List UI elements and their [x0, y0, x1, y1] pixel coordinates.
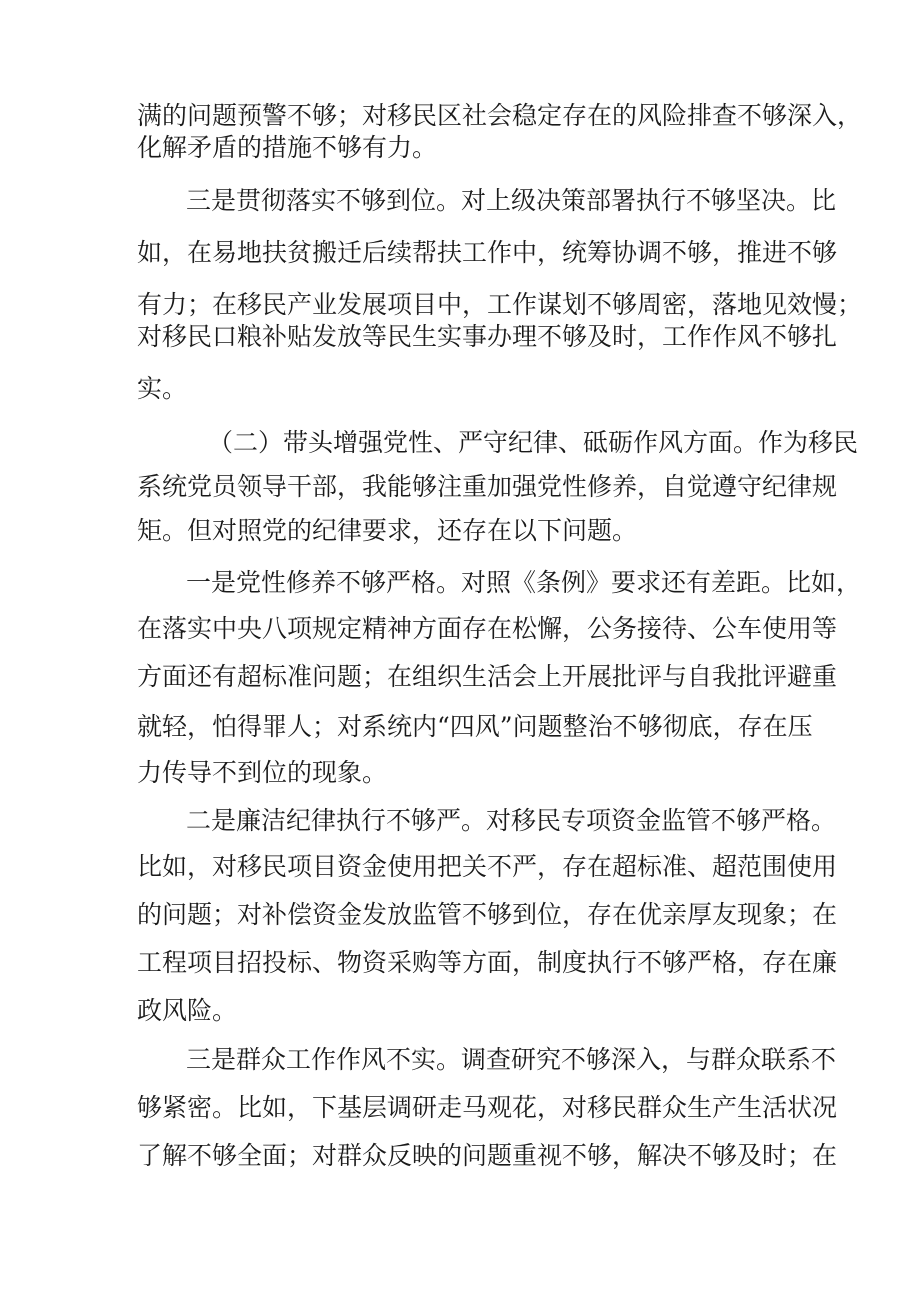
text-line: 有力；在移民产业发展项目中，工作谋划不够周密，落地见效慢；: [137, 290, 863, 319]
text-line: 化解矛盾的措施不够有力。: [137, 133, 438, 162]
text-line: 对移民口粮补贴发放等民生实事办理不够及时，工作作风不够扎: [137, 322, 838, 351]
text-line: 就轻，怕得罪人；对系统内“四风”问题整治不够彻底，存在压: [137, 712, 813, 741]
text-line: 系统党员领导干部，我能够注重加强党性修养，自觉遵守纪律规: [137, 472, 838, 501]
paragraph-start-line: 二是廉洁纪律执行不够严。对移民专项资金监管不够严格。: [186, 806, 837, 835]
text-line: 方面还有超标准问题；在组织生活会上开展批评与自我批评避重: [137, 662, 838, 691]
paragraph-start-line: 一是党性修养不够严格。对照《条例》要求还有差距。比如，: [186, 568, 862, 597]
text-line: 的问题；对补偿资金发放监管不够到位，存在优亲厚友现象；在: [137, 900, 838, 929]
text-line: 如，在易地扶贫搬迁后续帮扶工作中，统筹协调不够，推进不够: [137, 238, 838, 267]
paragraph-start-line: 三是贯彻落实不够到位。对上级决策部署执行不够坚决。比: [186, 186, 837, 215]
text-line: 够紧密。比如，下基层调研走马观花，对移民群众生产生活状况: [137, 1093, 838, 1122]
text-line: 满的问题预警不够；对移民区社会稳定存在的风险排查不够深入，: [137, 101, 863, 130]
section-heading-line: （二）带头增强党性、严守纪律、砥砺作风方面。作为移民: [208, 428, 859, 457]
text-line: 矩。但对照党的纪律要求，还存在以下问题。: [137, 516, 638, 545]
text-line: 在落实中央八项规定精神方面存在松懈，公务接待、公车使用等: [137, 614, 838, 643]
text-line: 政风险。: [137, 996, 238, 1025]
paragraph-start-line: 三是群众工作作风不实。调查研究不够深入，与群众联系不: [186, 1045, 837, 1074]
text-line: 力传导不到位的现象。: [137, 758, 388, 787]
text-line: 比如，对移民项目资金使用把关不严，存在超标准、超范围使用: [137, 852, 838, 881]
text-line: 工程项目招投标、物资采购等方面，制度执行不够严格，存在廉: [137, 948, 838, 977]
text-line: 实。: [137, 374, 188, 403]
text-line: 了解不够全面；对群众反映的问题重视不够，解决不够及时；在: [137, 1141, 838, 1170]
